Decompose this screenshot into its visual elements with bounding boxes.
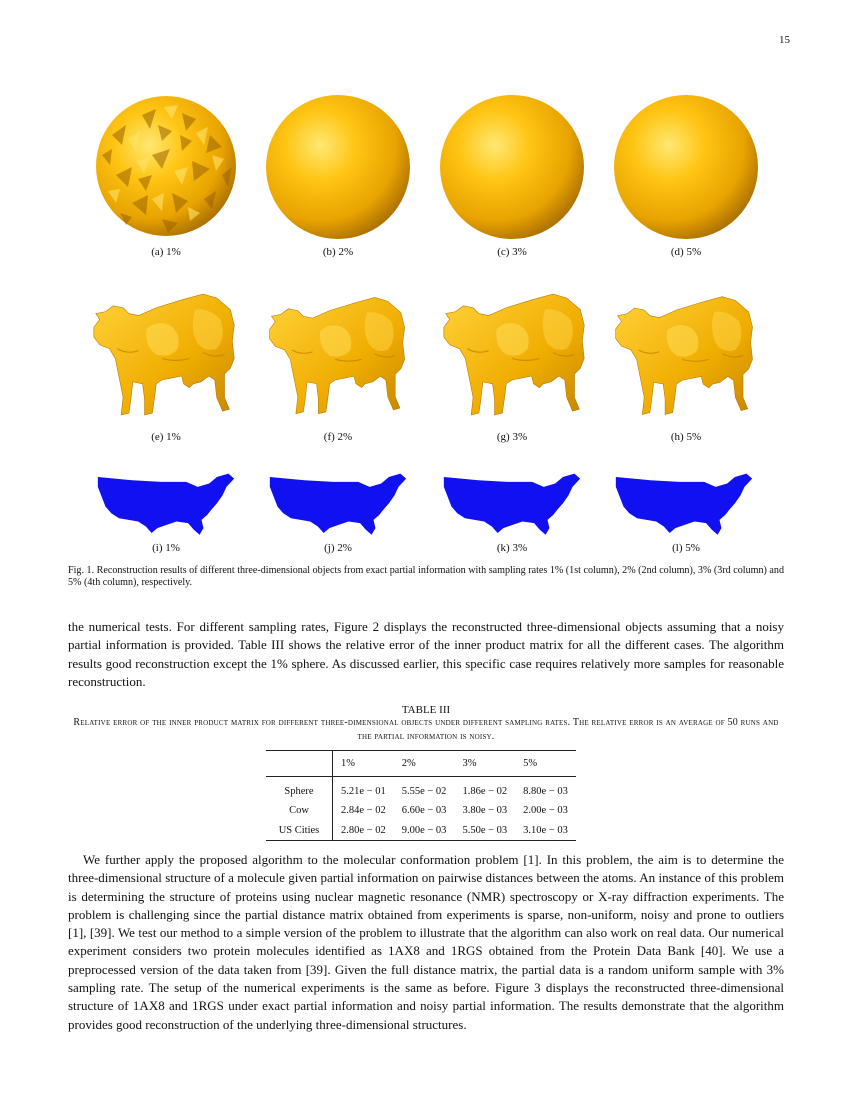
table-row <box>266 801 576 821</box>
table-row <box>266 777 576 802</box>
table-cell: 5.55e − 02 <box>401 785 447 797</box>
subfigure-f-cow <box>264 288 414 426</box>
table-corner <box>266 751 333 777</box>
table-caption: Relative error of the inner product matrix for different three-dimensional objects under different sampling rates. The relative error is an average of 50 runs and the partial information is noisy. <box>73 717 779 742</box>
col-header: 5% <box>515 751 576 777</box>
table-cell: 5.50e − 03 <box>462 824 508 836</box>
subfigure-i-label: (i) 1% <box>152 542 180 554</box>
subfigure-l-label: (l) 5% <box>672 542 700 554</box>
row-label: Sphere <box>266 777 333 802</box>
table-cell: 1.86e − 02 <box>462 785 508 797</box>
table-row <box>266 821 576 841</box>
subfigure-b-sphere <box>264 94 412 240</box>
table-cell: 2.84e − 02 <box>341 805 386 817</box>
table-cell: 3.10e − 03 <box>523 824 568 836</box>
subfigure-k-label: (k) 3% <box>496 542 528 554</box>
subfigure-a-label: (a) 1% <box>151 246 181 258</box>
subfigure-a-sphere <box>92 95 240 237</box>
subfigure-l-us-cities <box>612 472 756 538</box>
subfigure-i-us-cities <box>94 472 238 538</box>
subfigure-h-label: (h) 5% <box>670 431 702 443</box>
subfigure-d-label: (d) 5% <box>670 246 702 258</box>
subfigure-d-sphere <box>612 94 760 240</box>
table-cell: 8.80e − 03 <box>523 785 568 797</box>
table-cell: 2.00e − 03 <box>523 805 568 817</box>
subfigure-j-label: (j) 2% <box>324 542 352 554</box>
table-cell: 2.80e − 02 <box>341 824 386 836</box>
col-header: 3% <box>454 751 515 777</box>
row-label: Cow <box>266 801 333 821</box>
figure-caption: Fig. 1. Reconstruction results of different three-dimensional objects from exact partial information with sampling rates 1% (1st column), 2% (2nd column), 3% (3rd column) and 5% (4th column), respectively. <box>68 565 784 588</box>
subfigure-g-label: (g) 3% <box>496 431 528 443</box>
page-number: 15 <box>779 34 790 46</box>
subfigure-b-label: (b) 2% <box>322 246 354 258</box>
subfigure-h-cow <box>610 288 762 426</box>
results-table <box>266 750 576 841</box>
col-header: 2% <box>394 751 455 777</box>
table-cell: 6.60e − 03 <box>401 805 447 817</box>
subfigure-e-label: (e) 1% <box>151 431 181 443</box>
subfigure-c-label: (c) 3% <box>497 246 527 258</box>
subfigure-k-us-cities <box>440 472 584 538</box>
subfigure-c-sphere <box>438 94 586 240</box>
body-paragraph-1: the numerical tests. For different sampling rates, Figure 2 displays the reconstructed three-dimensional objects assuming that a noisy partial information is provided. Table III shows the relative error of the inner product matrix for all the different cases. The algorithm results good reconstruction except the 1% sphere. As discussed earlier, this specific case requires relatively more samples for reasonable reconstruction. <box>68 619 784 689</box>
row-label: US Cities <box>266 821 333 841</box>
subfigure-j-us-cities <box>266 472 410 538</box>
table-title: TABLE III <box>401 704 451 716</box>
col-header: 1% <box>333 751 394 777</box>
table-cell: 3.80e − 03 <box>462 805 508 817</box>
subfigure-f-label: (f) 2% <box>323 431 353 443</box>
subfigure-g-cow <box>438 286 594 426</box>
table-header-row <box>266 751 576 777</box>
table-cell: 9.00e − 03 <box>401 824 447 836</box>
table-cell: 5.21e − 01 <box>341 785 386 797</box>
subfigure-e-cow <box>88 286 244 426</box>
body-paragraph-2: We further apply the proposed algorithm to the molecular conformation problem [1]. In this problem, the aim is to determine the three-dimensional structure of a molecule given partial information on pairwise distances between the atoms. An instance of this problem is determining the structure of proteins using nuclear magnetic resonance (NMR) spectroscopy or X-ray diffraction experiments. The problem is challenging since the partial distance matrix obtained from experiments is sparse, non-uniform, noisy and prone to outliers [1], [39]. We test our method to a simple version of the problem to illustrate that the algorithm can also work on real data. Our numerical experiment considers two protein molecules identified as 1AX8 and 1RGS obtained from the Protein Data Bank [40]. We use a preprocessed version of the data taken from [39]. Given the full distance matrix, the partial data is a random uniform sample with 3% sampling rate. The setup of the numerical experiments is the same as before. Figure 3 displays the reconstructed three-dimensional structure of 1AX8 and 1RGS under exact partial information and noisy partial information. The results demonstrate that the algorithm provides good reconstruction of the underlying three-dimensional structures. <box>68 852 784 1032</box>
